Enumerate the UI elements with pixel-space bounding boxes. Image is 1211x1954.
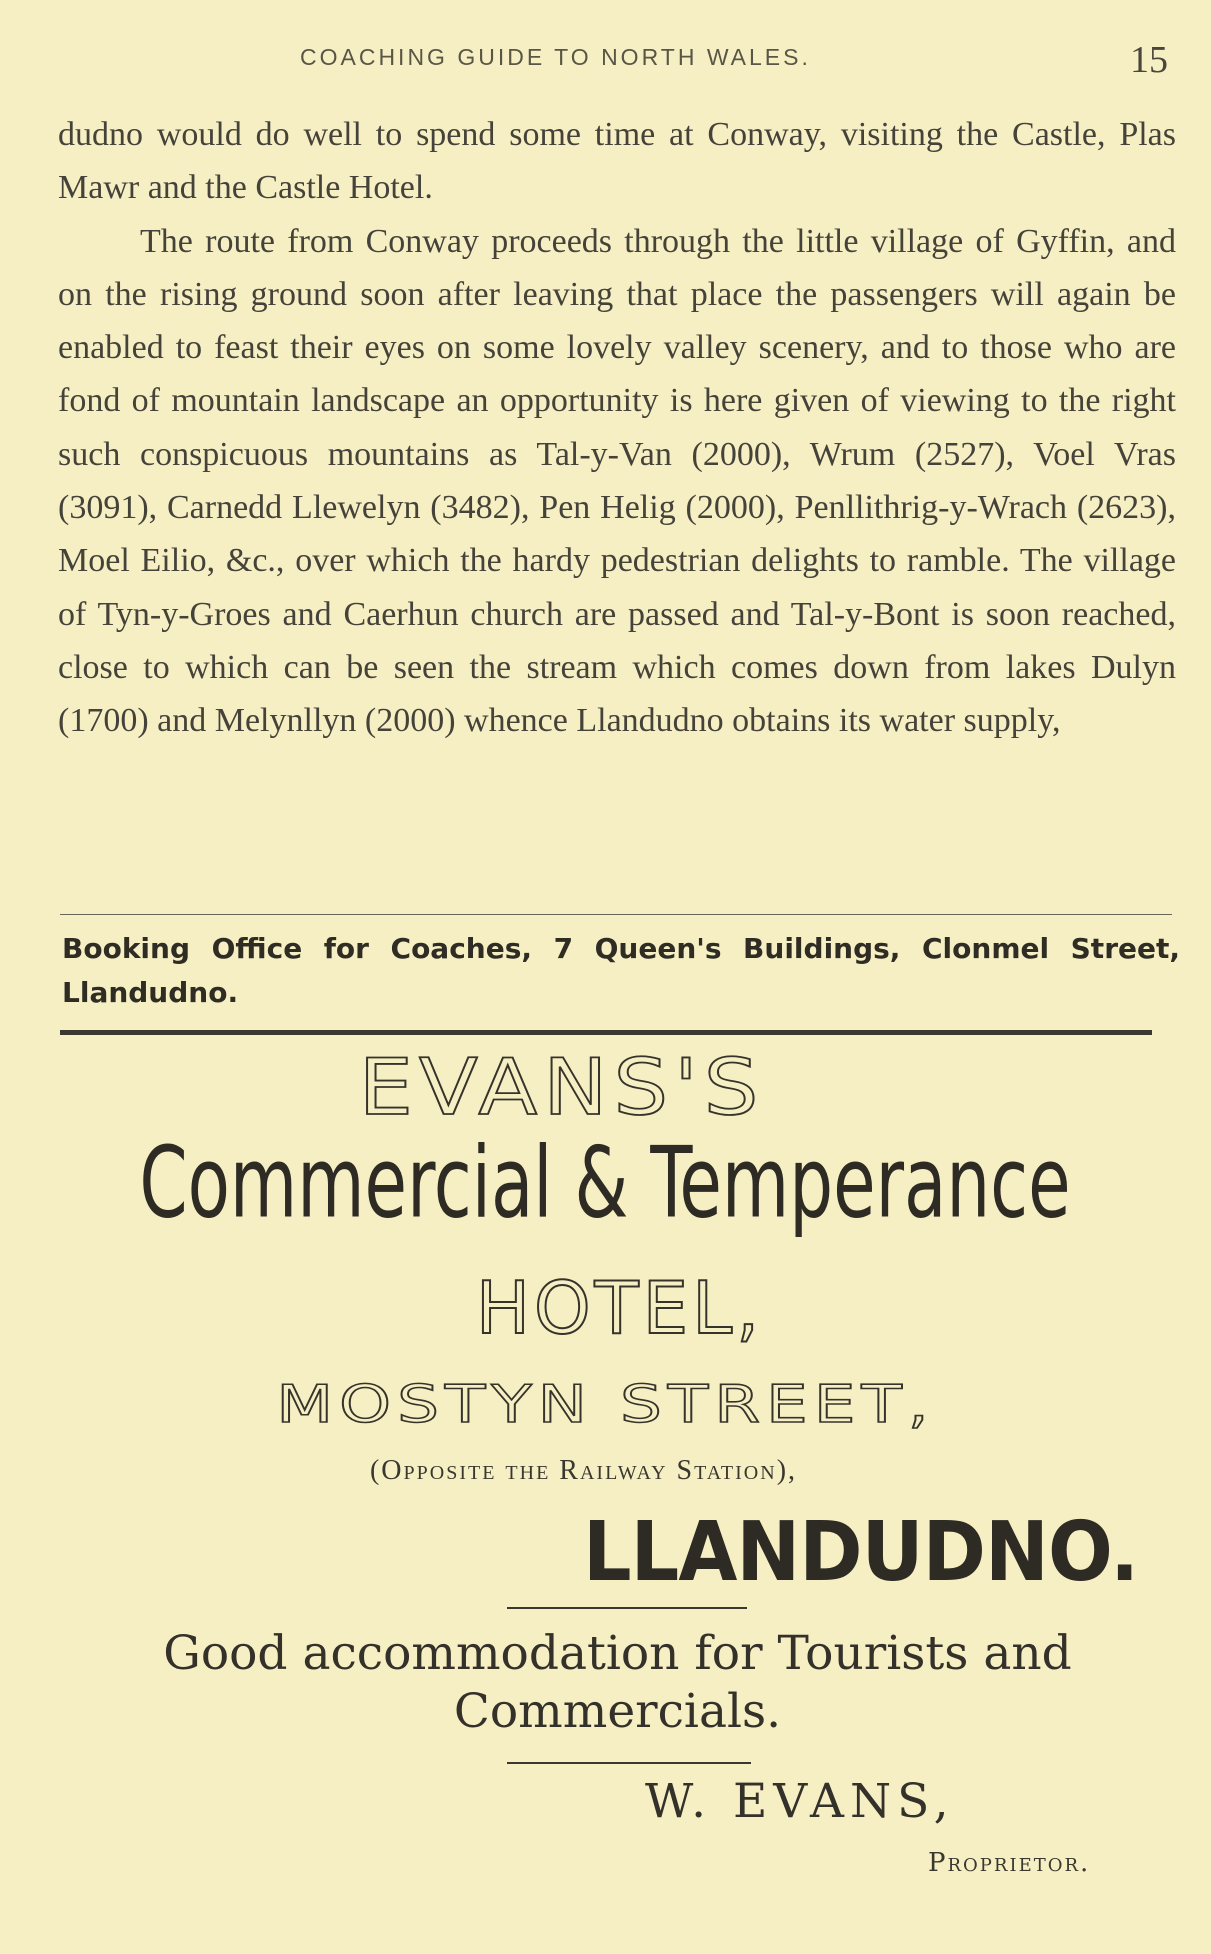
advert-proprietor-name [0,1045,1211,1131]
advert-hotel-type-text: Commercial & Temperance [139,1125,1072,1241]
advert-town-text: LLANDUDNO. [583,1505,1139,1600]
advert-divider-rule-2 [507,1762,751,1764]
paragraph-route: The route from Conway proceeds through the little village of Gyffin, and on the rising ground soon after leaving that place the passengers will again be enabled to feast their eyes on some lovely valley scenery, and to those who are fond of mountain landscape an opportunity is here given of viewing to the right such conspicuous mountains as Tal-y-Van (2000), Wrum (2527), Voel Vras (3091), Carnedd Llewelyn (3482), Pen Helig (2000), Penllithrig-y-Wrach (2623), Moel Eilio, &c., over which the hardy pedestrian delights to ramble. The village of Tyn-y-Groes and Caerhun church are passed and Tal-y-Bont is soon reached, close to which can be seen the stream which comes down from lakes Dulyn (1700) and Melynllyn (2000) whence Llandudno obtains its water supply, [58,222,1176,740]
booking-office-notice: Booking Office for Coaches, 7 Queen's Buildings, Clonmel Street, Llandudno. [62,932,1180,1009]
body-text [58,108,1176,748]
running-head [0,38,1211,81]
advert-hotel-word [0,1266,1211,1350]
advert-owner-name: W. EVANS, [645,1774,955,1829]
advert-accommodation-line-1: Good accommodation for Tourists and [163,1626,1072,1681]
page-number: 15 [1130,39,1168,81]
paragraph-continued: dudno would do well to spend some time at Conway, visiting the Castle, Plas Mawr and the Castle Hotel. [58,116,1176,207]
advert-hotel-type [0,1125,1211,1241]
advert-name-text: EVANS'S [358,1043,765,1133]
advert-location-note: (Opposite the Railway Station), [369,1455,798,1486]
advert-accommodation-line-2: Commercials. [453,1684,782,1739]
advert-divider-rule [507,1607,747,1609]
advert-top-rule [60,1030,1152,1035]
advert-hotel-text: HOTEL, [475,1266,764,1350]
divider-rule [60,914,1172,915]
running-title: COACHING GUIDE TO NORTH WALES. [300,44,811,70]
advert-owner-title: Proprietor. [928,1848,1091,1878]
advert-street-text: MOSTYN STREET, [276,1374,935,1435]
advert-accommodation [12,1625,1211,1741]
advert-street [0,1372,1211,1438]
advert-town [583,1505,1180,1600]
